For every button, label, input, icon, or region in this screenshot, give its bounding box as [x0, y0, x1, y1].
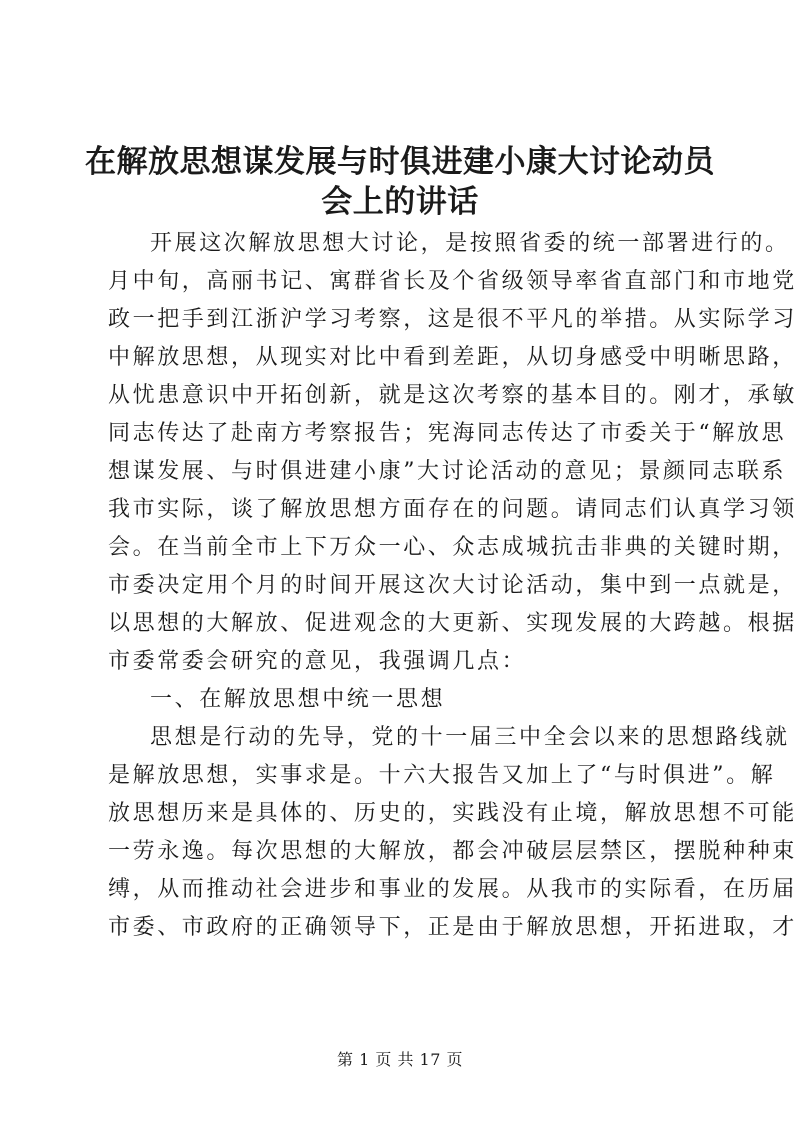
document-title-line-1: 在解放思想谋发展与时俱进建小康大讨论动员	[85, 144, 715, 180]
document-title-line-2: 会上的讲话	[321, 184, 479, 220]
body-line: 是解放思想，实事求是。十六大报告又加上了“与时俱进”。解	[108, 763, 776, 788]
body-line: 市委常委会研究的意见，我强调几点：	[108, 649, 527, 674]
body-line: 以思想的大解放、促进观念的大更新、实现发展的大跨越。根据	[108, 611, 797, 636]
body-line: 放思想历来是具体的、历史的，实践没有止境，解放思想不可能	[108, 801, 797, 826]
body-line: 从忧患意识中开拓创新，就是这次考察的基本目的。刚才，承敏	[108, 383, 797, 408]
body-line: 同志传达了赴南方考察报告；宪海同志传达了市委关于“解放思	[108, 421, 787, 446]
body-line: 我市实际，谈了解放思想方面存在的问题。请同志们认真学习领	[108, 497, 797, 522]
body-line: 思想是行动的先导，党的十一届三中全会以来的思想路线就	[150, 725, 790, 750]
body-line: 政一把手到江浙沪学习考察，这是很不平凡的举措。从实际学习	[108, 307, 797, 332]
body-line: 月中旬，高丽书记、寓群省长及个省级领导率省直部门和市地党	[108, 269, 797, 294]
body-line: 市委决定用个月的时间开展这次大讨论活动，集中到一点就是，	[108, 573, 797, 598]
body-line: 市委、市政府的正确领导下，正是由于解放思想，开拓进取，才	[108, 915, 797, 940]
body-line: 想谋发展、与时俱进建小康”大讨论活动的意见；景颜同志联系	[108, 459, 787, 484]
page-number-footer: 第 1 页 共 17 页	[337, 1050, 463, 1069]
body-line: 缚，从而推动社会进步和事业的发展。从我市的实际看，在历届	[108, 877, 797, 902]
body-line: 一劳永逸。每次思想的大解放，都会冲破层层禁区，摆脱种种束	[108, 839, 797, 864]
section-heading: 一、在解放思想中统一思想	[150, 687, 446, 712]
body-line: 开展这次解放思想大讨论，是按照省委的统一部署进行的。	[150, 231, 790, 256]
body-line: 中解放思想，从现实对比中看到差距，从切身感受中明晰思路，	[108, 345, 797, 370]
body-line: 会。在当前全市上下万众一心、众志成城抗击非典的关键时期，	[108, 535, 797, 560]
